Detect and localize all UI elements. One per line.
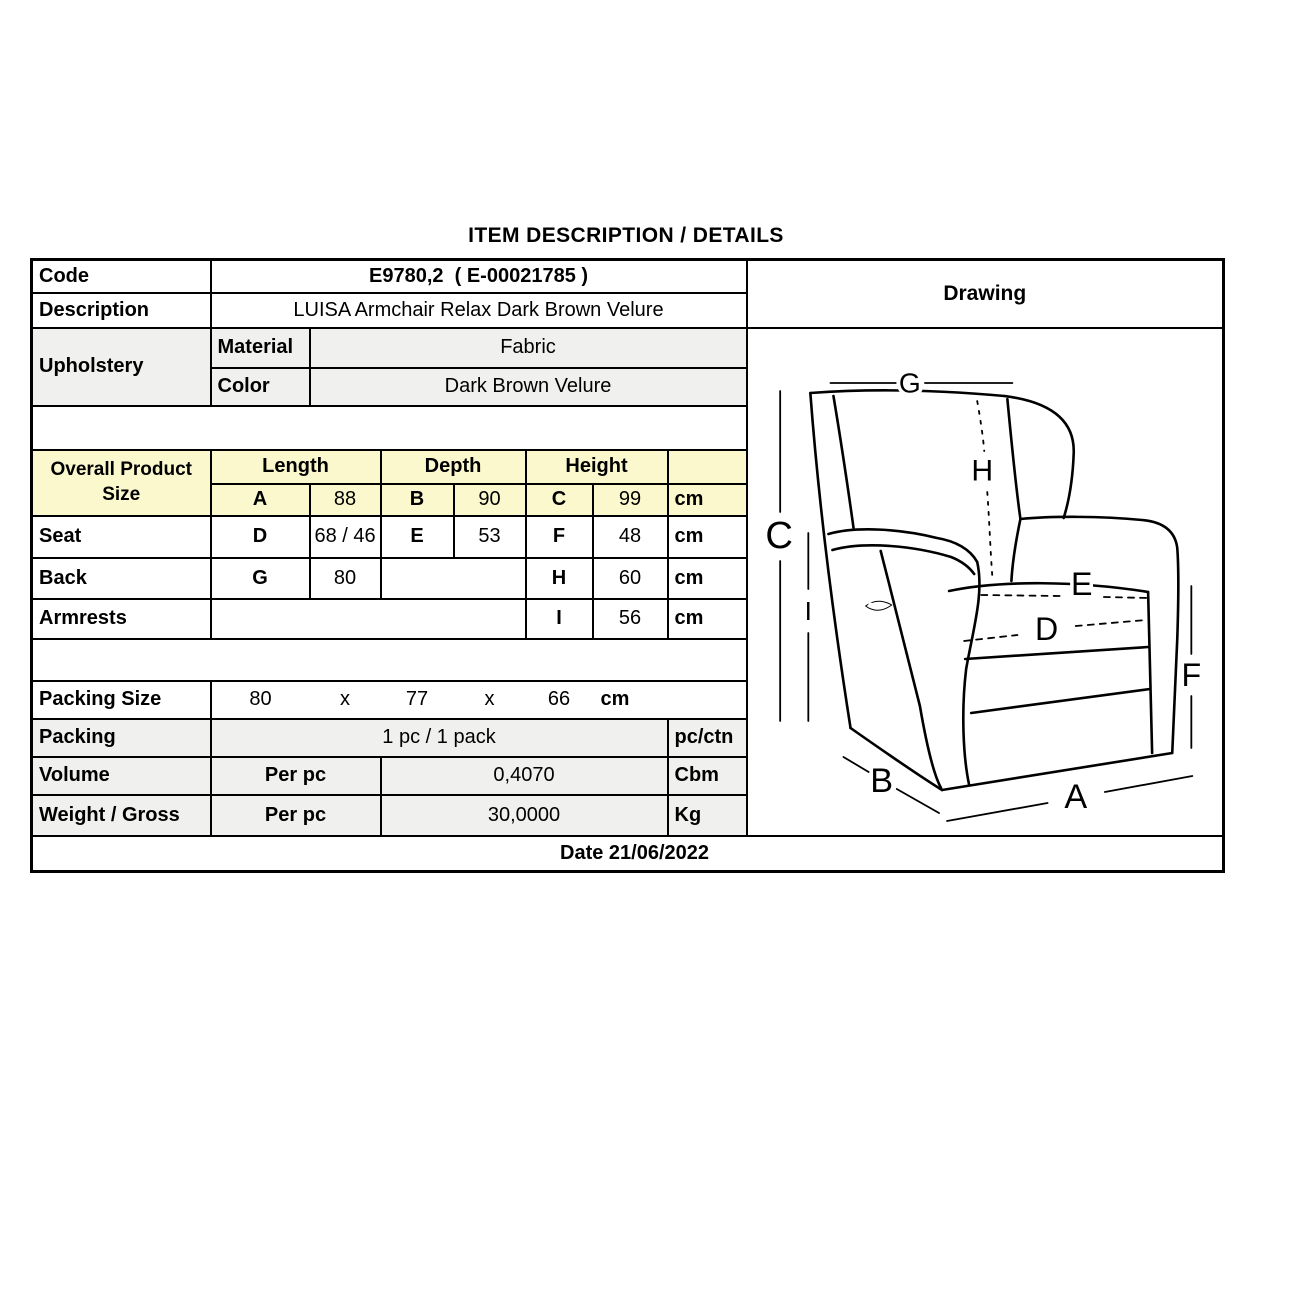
spec-sheet: [30, 224, 1222, 873]
overall-depth-key: B: [381, 484, 454, 516]
weight-value: 30,0000: [381, 795, 668, 836]
page-title: ITEM DESCRIPTION / DETAILS: [468, 224, 784, 247]
armrests-label: Armrests: [32, 599, 211, 639]
back-depth-empty-cell: [381, 558, 526, 599]
overall-length-value: 88: [310, 484, 381, 516]
back-unit: cm: [668, 558, 747, 599]
weight-per-pc: Per pc: [211, 795, 381, 836]
dim-label-f: F: [1181, 656, 1201, 693]
packing-value: 1 pc / 1 pack: [211, 719, 668, 757]
upholstery-label: Upholstery: [32, 328, 211, 406]
depth-header: Depth: [381, 450, 526, 484]
volume-per-pc: Per pc: [211, 757, 381, 795]
dim-c: [765, 391, 793, 721]
drawing-cell: [747, 328, 1224, 836]
seat-length-key: D: [211, 516, 310, 558]
packing-label: Packing: [32, 719, 211, 757]
description-label: Description: [32, 293, 211, 328]
overall-depth-value: 90: [454, 484, 526, 516]
armrests-empty-cell: [211, 599, 526, 639]
packing-size-v3: 66: [526, 681, 593, 719]
overall-unit: cm: [668, 484, 747, 516]
length-header: Length: [211, 450, 381, 484]
dim-label-e: E: [1070, 565, 1093, 602]
size-header-empty-cell: [668, 450, 747, 484]
volume-unit: Cbm: [668, 757, 747, 795]
dim-i: [804, 533, 811, 721]
dim-label-c: C: [764, 514, 793, 557]
code-row: [32, 260, 1224, 293]
spec-table: [30, 258, 1225, 873]
date-row: [32, 836, 1224, 872]
back-length-key: G: [211, 558, 310, 599]
color-value: Dark Brown Velure: [310, 368, 747, 406]
height-header: Height: [526, 450, 668, 484]
back-height-key: H: [526, 558, 593, 599]
back-length-value: 80: [310, 558, 381, 599]
spacer-cell: [32, 406, 747, 450]
volume-label: Volume: [32, 757, 211, 795]
dim-h: [971, 401, 993, 576]
dim-label-a: A: [1063, 777, 1087, 816]
armrests-height-value: 56: [593, 599, 668, 639]
overall-product-size-line1: Overall Product: [50, 458, 192, 480]
overall-height-value: 99: [593, 484, 668, 516]
armrests-unit: cm: [668, 599, 747, 639]
material-value: Fabric: [310, 328, 747, 368]
chair-outline: [810, 390, 1178, 790]
button-eye-icon: [865, 601, 891, 610]
code-value: E9780,2 ( E-00021785 ): [211, 260, 747, 293]
seat-unit: cm: [668, 516, 747, 558]
material-label: Material: [211, 328, 310, 368]
dim-label-b: B: [869, 761, 893, 800]
dim-f: [1181, 586, 1201, 748]
spacer-cell: [32, 639, 747, 681]
overall-height-key: C: [526, 484, 593, 516]
seat-height-key: F: [526, 516, 593, 558]
seat-height-value: 48: [593, 516, 668, 558]
armrests-height-key: I: [526, 599, 593, 639]
back-label: Back: [32, 558, 211, 599]
packing-size-x1: x: [310, 681, 381, 719]
packing-size-v2: 77: [381, 681, 454, 719]
dim-b: [843, 757, 939, 813]
packing-size-label: Packing Size: [32, 681, 211, 719]
dim-d: [964, 611, 1146, 647]
overall-length-key: A: [211, 484, 310, 516]
description-value: LUISA Armchair Relax Dark Brown Velure: [211, 293, 747, 328]
seat-label: Seat: [32, 516, 211, 558]
seat-depth-value: 53: [454, 516, 526, 558]
dim-label-g: G: [898, 367, 921, 398]
seat-length-value: 68 / 46: [310, 516, 381, 558]
dim-label-i: I: [804, 595, 812, 626]
material-row: [32, 328, 1224, 368]
overall-product-size-line2: Size: [102, 483, 141, 505]
weight-unit: Kg: [668, 795, 747, 836]
weight-label: Weight / Gross: [32, 795, 211, 836]
seat-depth-key: E: [381, 516, 454, 558]
back-height-value: 60: [593, 558, 668, 599]
dim-label-d: D: [1034, 610, 1058, 647]
dim-label-h: H: [970, 454, 993, 487]
volume-value: 0,4070: [381, 757, 668, 795]
code-label: Code: [32, 260, 211, 293]
overall-product-size-label: [32, 450, 211, 516]
armchair-drawing: [748, 329, 1223, 835]
color-label: Color: [211, 368, 310, 406]
packing-size-v1: 80: [211, 681, 310, 719]
packing-size-x2: x: [454, 681, 526, 719]
packing-unit: pc/ctn: [668, 719, 747, 757]
date-value: Date 21/06/2022: [32, 836, 1224, 872]
packing-size-unit: cm: [593, 681, 747, 719]
drawing-header: Drawing: [747, 260, 1224, 328]
